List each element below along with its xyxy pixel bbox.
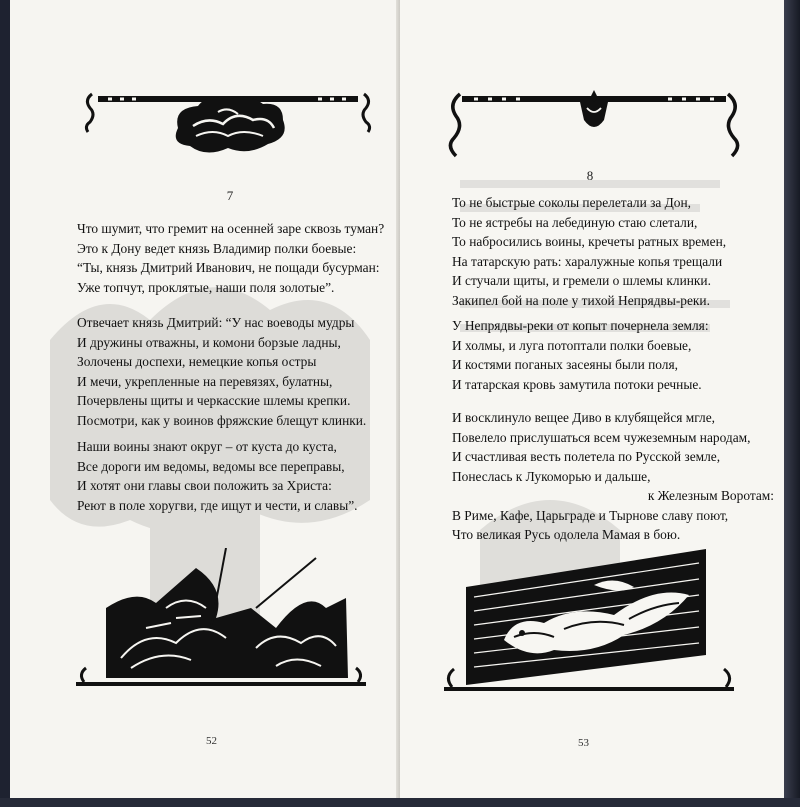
verse-line: То набросились воины, кречеты ратных времен,	[452, 234, 727, 249]
verse-line: Посмотри, как у воинов фряжские блещут клинки.	[77, 412, 367, 428]
verse-line: То не ястребы на лебединую стаю слетали,	[452, 214, 698, 230]
verse-line: Это к Дону ведет князь Владимир полки боевые:	[77, 240, 357, 256]
verse-line-indented: к Железным Воротам:	[647, 488, 774, 503]
stanza-2	[77, 313, 366, 430]
page-number: 53	[578, 737, 589, 749]
verse-line: И холмы, и луга потоптали полки боевые,	[452, 337, 692, 353]
book-cover-edge	[784, 0, 800, 807]
top-ornament	[444, 86, 744, 166]
verse-line: И дружины отважны, и комони борзые ладны,	[77, 334, 341, 350]
stanza-1	[452, 193, 726, 310]
verse-line: И костями поганых засеяны были поля,	[452, 357, 678, 372]
verse-line: И восклинуло вещее Диво в клубящейся мгле,	[452, 410, 716, 425]
verse-line: Золочены доспехи, немецкие копья остры	[77, 354, 317, 369]
verse-line: Закипел бой на поле у тихой Непрядвы-реки.	[452, 292, 710, 308]
verse-line: Что великая Русь одолела Мамая в бою.	[452, 527, 681, 542]
verse-line: Повелело прислушаться всем чужеземным народам,	[452, 429, 751, 445]
verse-line: То не быстрые соколы перелетали за Дон,	[452, 195, 692, 210]
book-cover-bottom	[0, 798, 800, 807]
verse-line: На татарскую рать: харалужные копья трещали	[452, 253, 723, 269]
verse-line: И хотят они главы свои положить за Христа:	[77, 478, 332, 493]
verse-line: Наши воины знают округ – от куста до куста,	[77, 439, 337, 454]
eagle-illustration	[444, 545, 734, 695]
verse-line: У Непрядвы-реки от копыт почернела земля:	[452, 318, 709, 333]
verse-line: В Риме, Кафе, Царьграде и Тырнове славу поют,	[452, 507, 729, 523]
verse-line: Почервлены щиты и черкасские шлемы крепки.	[77, 393, 351, 408]
verse-line: И мечи, укрепленные на перевязях, булатны,	[77, 373, 333, 389]
left-page	[10, 0, 398, 800]
stanza-3	[77, 437, 358, 515]
verse-line: И счастливая весть полетела по Русской земле,	[452, 449, 721, 464]
page-number: 52	[206, 735, 217, 747]
top-ornament	[78, 88, 378, 168]
verse-line: Что шумит, что гремит на осенней заре сквозь туман?	[77, 221, 385, 236]
verse-line: “Ты, князь Дмитрий Иванович, не пощади бусурман:	[77, 260, 380, 275]
verse-line: И стучали щиты, и гремели о шлемы клинки.	[452, 273, 711, 288]
chapter-number: 8	[586, 168, 594, 183]
verse-line: Уже топчут, проклятые, наши поля золотые”.	[77, 279, 335, 295]
chapter-number: 7	[226, 188, 234, 203]
battle-illustration	[76, 548, 366, 688]
stanza-2	[452, 316, 709, 394]
verse-line: Понеслась к Лукоморью и дальше,	[452, 468, 651, 484]
stanza-1	[77, 219, 384, 297]
verse-line: Отвечает князь Дмитрий: “У нас воеводы мудры	[77, 315, 355, 330]
verse-line: Реют в поле хоругви, где ищут и чести, и славы”.	[77, 497, 358, 513]
right-page	[400, 0, 784, 800]
verse-line: И татарская кровь замутила потоки речные.	[452, 376, 702, 392]
stanza-3	[452, 408, 780, 545]
verse-line: Все дороги им ведомы, ведомы все переправы,	[77, 458, 345, 474]
